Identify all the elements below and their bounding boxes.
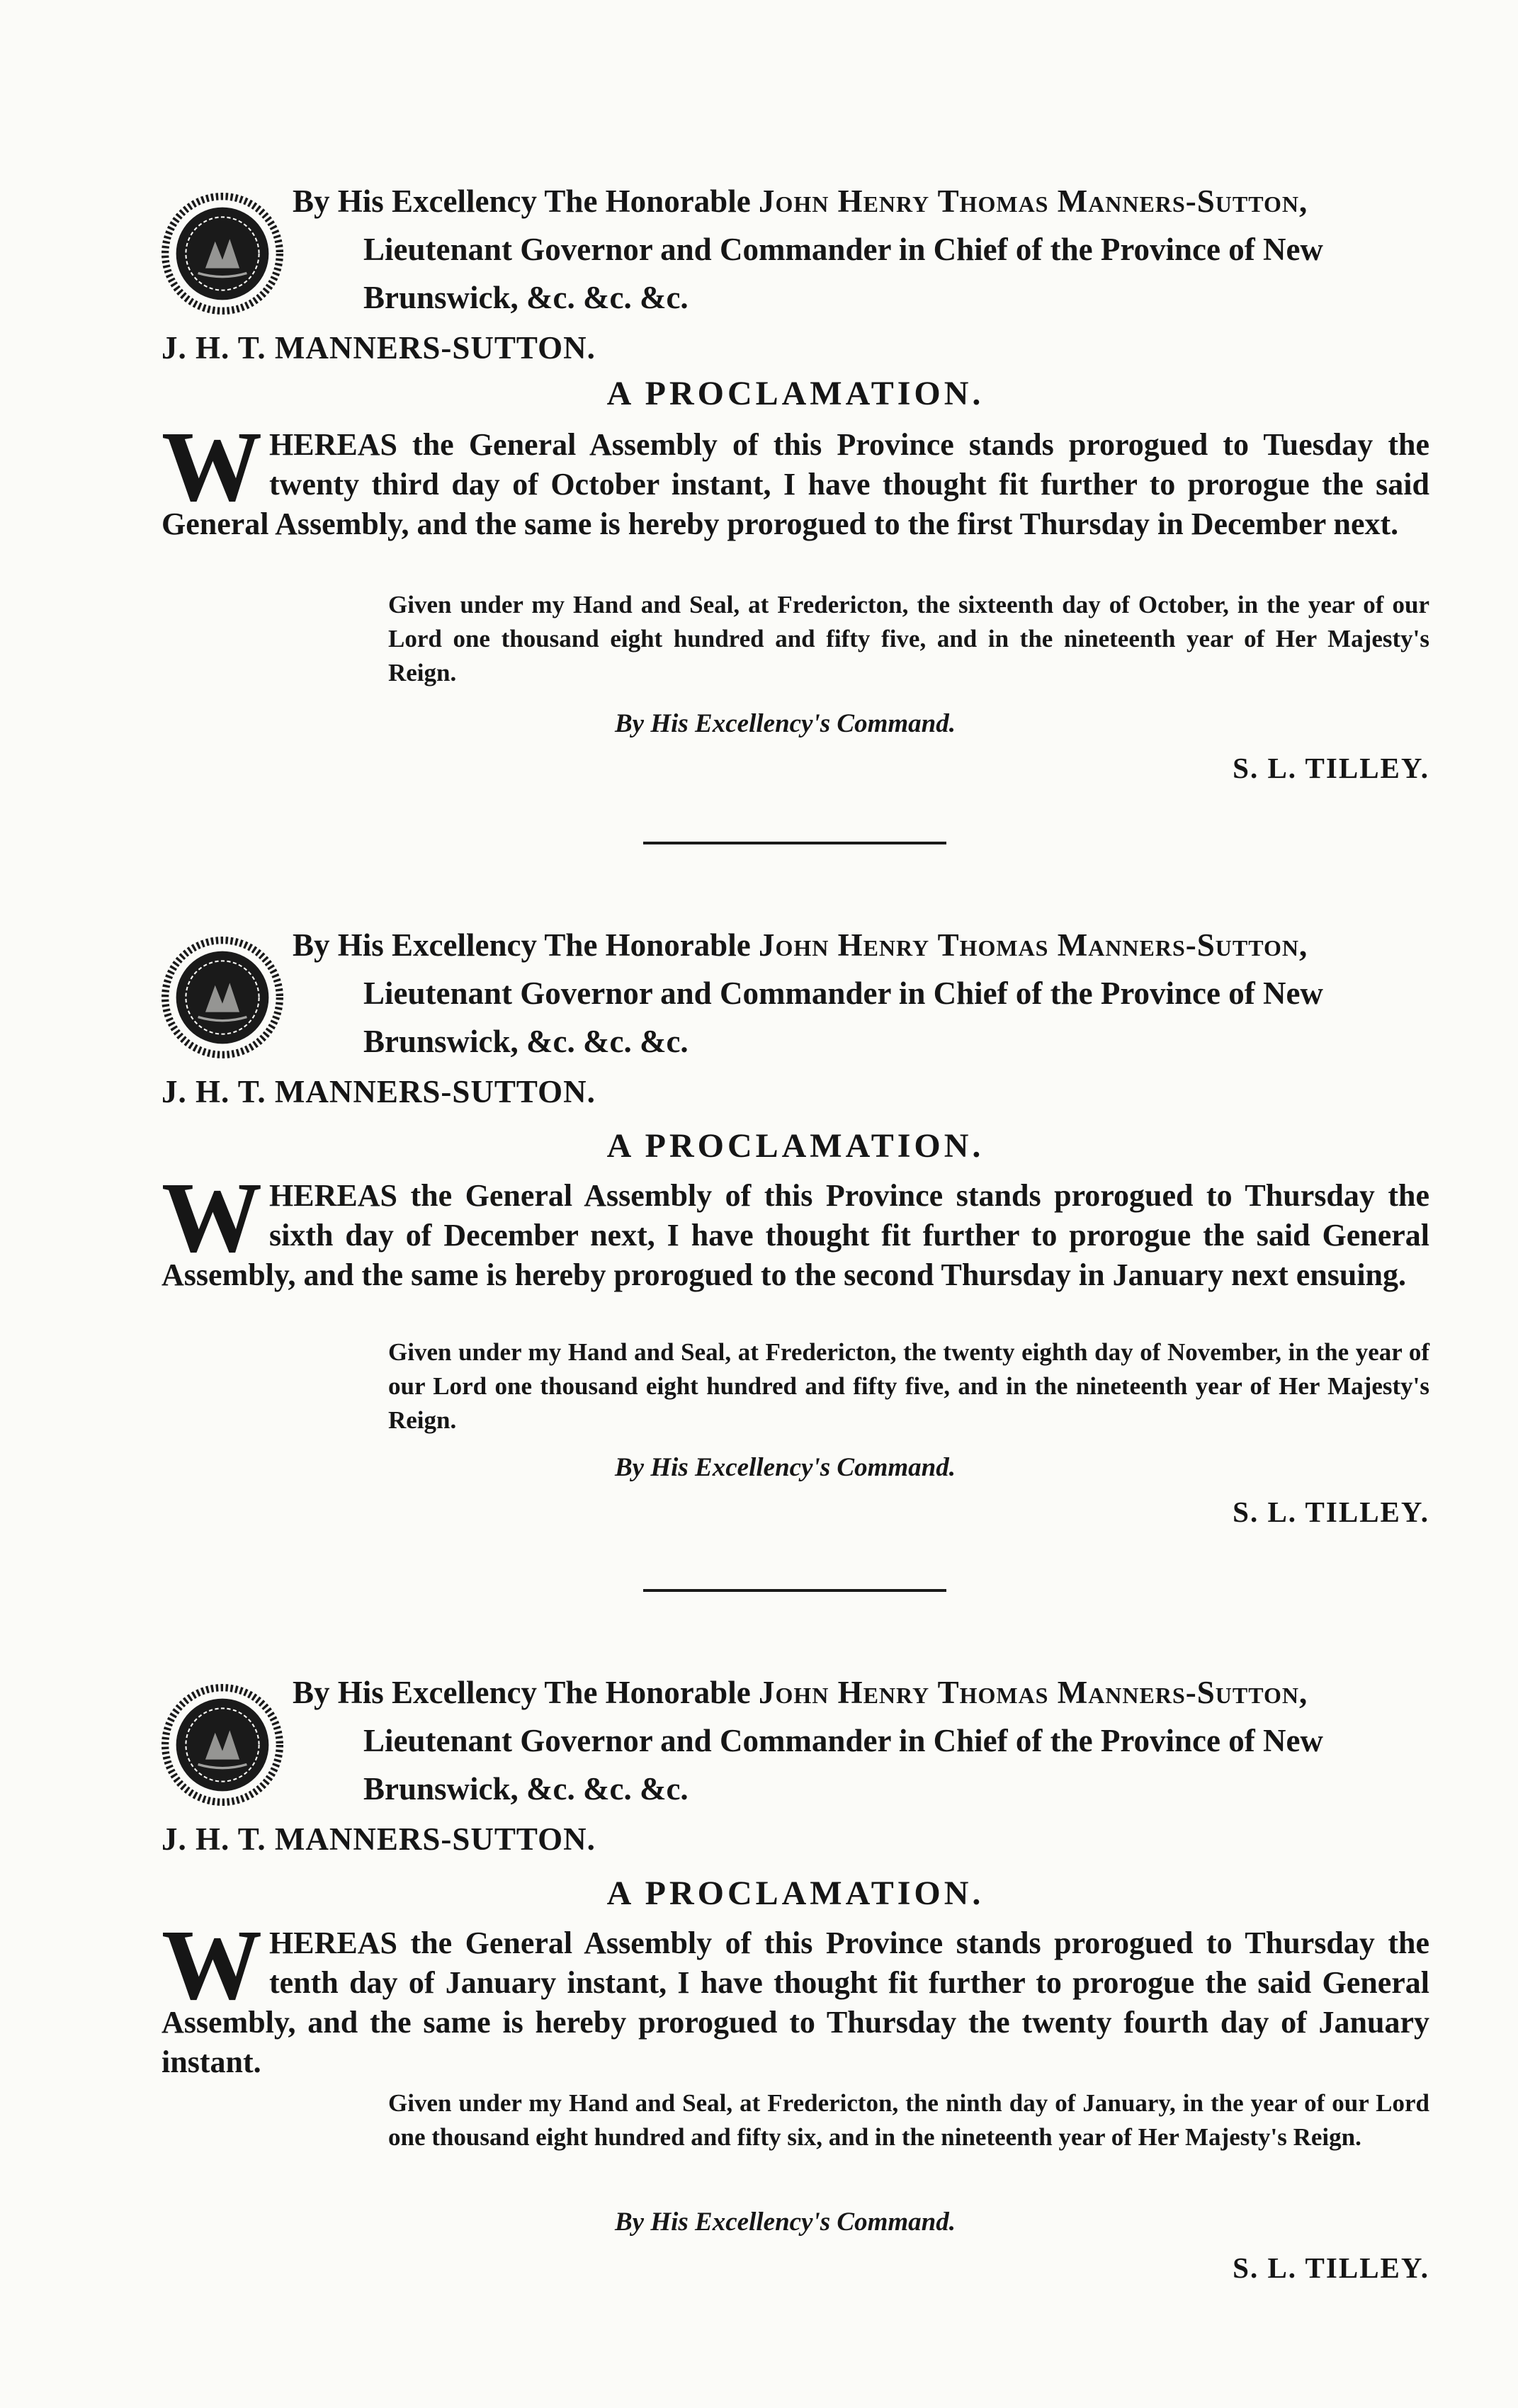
governor-name: John Henry Thomas Manners-Sutton,: [758, 927, 1308, 963]
heading-prefix: By His Excellency The Honorable: [293, 1675, 751, 1710]
section-divider: [643, 1589, 946, 1592]
governor-name: John Henry Thomas Manners-Sutton,: [758, 1675, 1308, 1710]
signer-name: J. H. T. MANNERS-SUTTON.: [162, 1821, 596, 1857]
secretary-name: S. L. TILLEY.: [1233, 752, 1429, 784]
provincial-seal-icon: [162, 937, 283, 1058]
given-under-seal: Given under my Hand and Seal, at Fredericton, the ninth day of January, in the year of our Lord one thousand eight hundred and fifty six, and in the nineteenth year of Her Majesty's Reign.: [388, 2089, 1429, 2151]
proclamation-heading: [293, 177, 1433, 322]
proclamation-title: A PROCLAMATION.: [606, 1127, 985, 1165]
heading-prefix: By His Excellency The Honorable: [293, 927, 751, 963]
excellency-command: By His Excellency's Command.: [615, 1453, 956, 1482]
proclamation-body: [162, 1161, 1429, 1295]
drop-cap: W: [162, 1909, 262, 2020]
provincial-seal-icon: [162, 1684, 283, 1806]
provincial-seal-icon: [162, 193, 283, 315]
governor-name: John Henry Thomas Manners-Sutton,: [758, 183, 1308, 219]
proclamation-title: A PROCLAMATION.: [606, 375, 985, 412]
proclamation-title: A PROCLAMATION.: [606, 1875, 985, 1912]
drop-cap: W: [162, 1161, 262, 1273]
heading-brunswick-line: Brunswick, &c. &c. &c.: [363, 280, 689, 315]
proclamation-2: [162, 921, 1429, 1537]
body-text: HEREAS the General Assembly of this Province stands prorogued to Tuesday the twenty third day of October instant, I have thought fit further to prorogue the said General Assembly, and the same is hereby prorogued to the first Thursday in December next.: [162, 427, 1429, 541]
heading-title-line: Lieutenant Governor and Commander in Chief of the Province of New: [363, 976, 1323, 1011]
signer-name: J. H. T. MANNERS-SUTTON.: [162, 330, 596, 366]
proclamation-heading: [293, 1668, 1433, 1813]
secretary-name: S. L. TILLEY.: [1233, 1496, 1429, 1528]
heading-prefix: By His Excellency The Honorable: [293, 183, 751, 219]
secretary-name: S. L. TILLEY.: [1233, 2251, 1429, 2284]
proclamation-body: [162, 1909, 1429, 2082]
given-under-seal: Given under my Hand and Seal, at Fredericton, the twenty eighth day of November, in the year of our Lord one thousand eight hundred and fifty five, and in the nineteenth year of Her Majesty's Reign.: [388, 1338, 1429, 1434]
section-divider: [643, 842, 946, 844]
heading-brunswick-line: Brunswick, &c. &c. &c.: [363, 1024, 689, 1059]
signer-name: J. H. T. MANNERS-SUTTON.: [162, 1074, 596, 1109]
heading-title-line: Lieutenant Governor and Commander in Chief of the Province of New: [363, 1723, 1323, 1758]
proclamation-heading: [293, 921, 1433, 1065]
given-under-seal: Given under my Hand and Seal, at Fredericton, the sixteenth day of October, in the year of our Lord one thousand eight hundred and fifty five, and in the nineteenth year of Her Majesty's Reign.: [388, 591, 1429, 686]
excellency-command: By His Excellency's Command.: [615, 2208, 956, 2237]
body-text: HEREAS the General Assembly of this Province stands prorogued to Thursday the tenth day of January instant, I have thought fit further to prorogue the said General Assembly, and the same is hereby prorogued to Thursday the twenty fourth day of January instant.: [162, 1926, 1429, 2079]
body-text: HEREAS the General Assembly of this Province stands prorogued to Thursday the sixth day of December next, I have thought fit further to prorogue the said General Assembly, and the same is hereby prorogued to the second Thursday in January next ensuing.: [162, 1178, 1429, 1292]
proclamation-1: [162, 177, 1429, 793]
excellency-command: By His Excellency's Command.: [615, 709, 956, 738]
drop-cap: W: [162, 410, 262, 522]
heading-title-line: Lieutenant Governor and Commander in Chief of the Province of New: [363, 232, 1323, 267]
proclamation-body: [162, 410, 1429, 544]
proclamation-3: [162, 1668, 1429, 2306]
heading-brunswick-line: Brunswick, &c. &c. &c.: [363, 1771, 689, 1807]
